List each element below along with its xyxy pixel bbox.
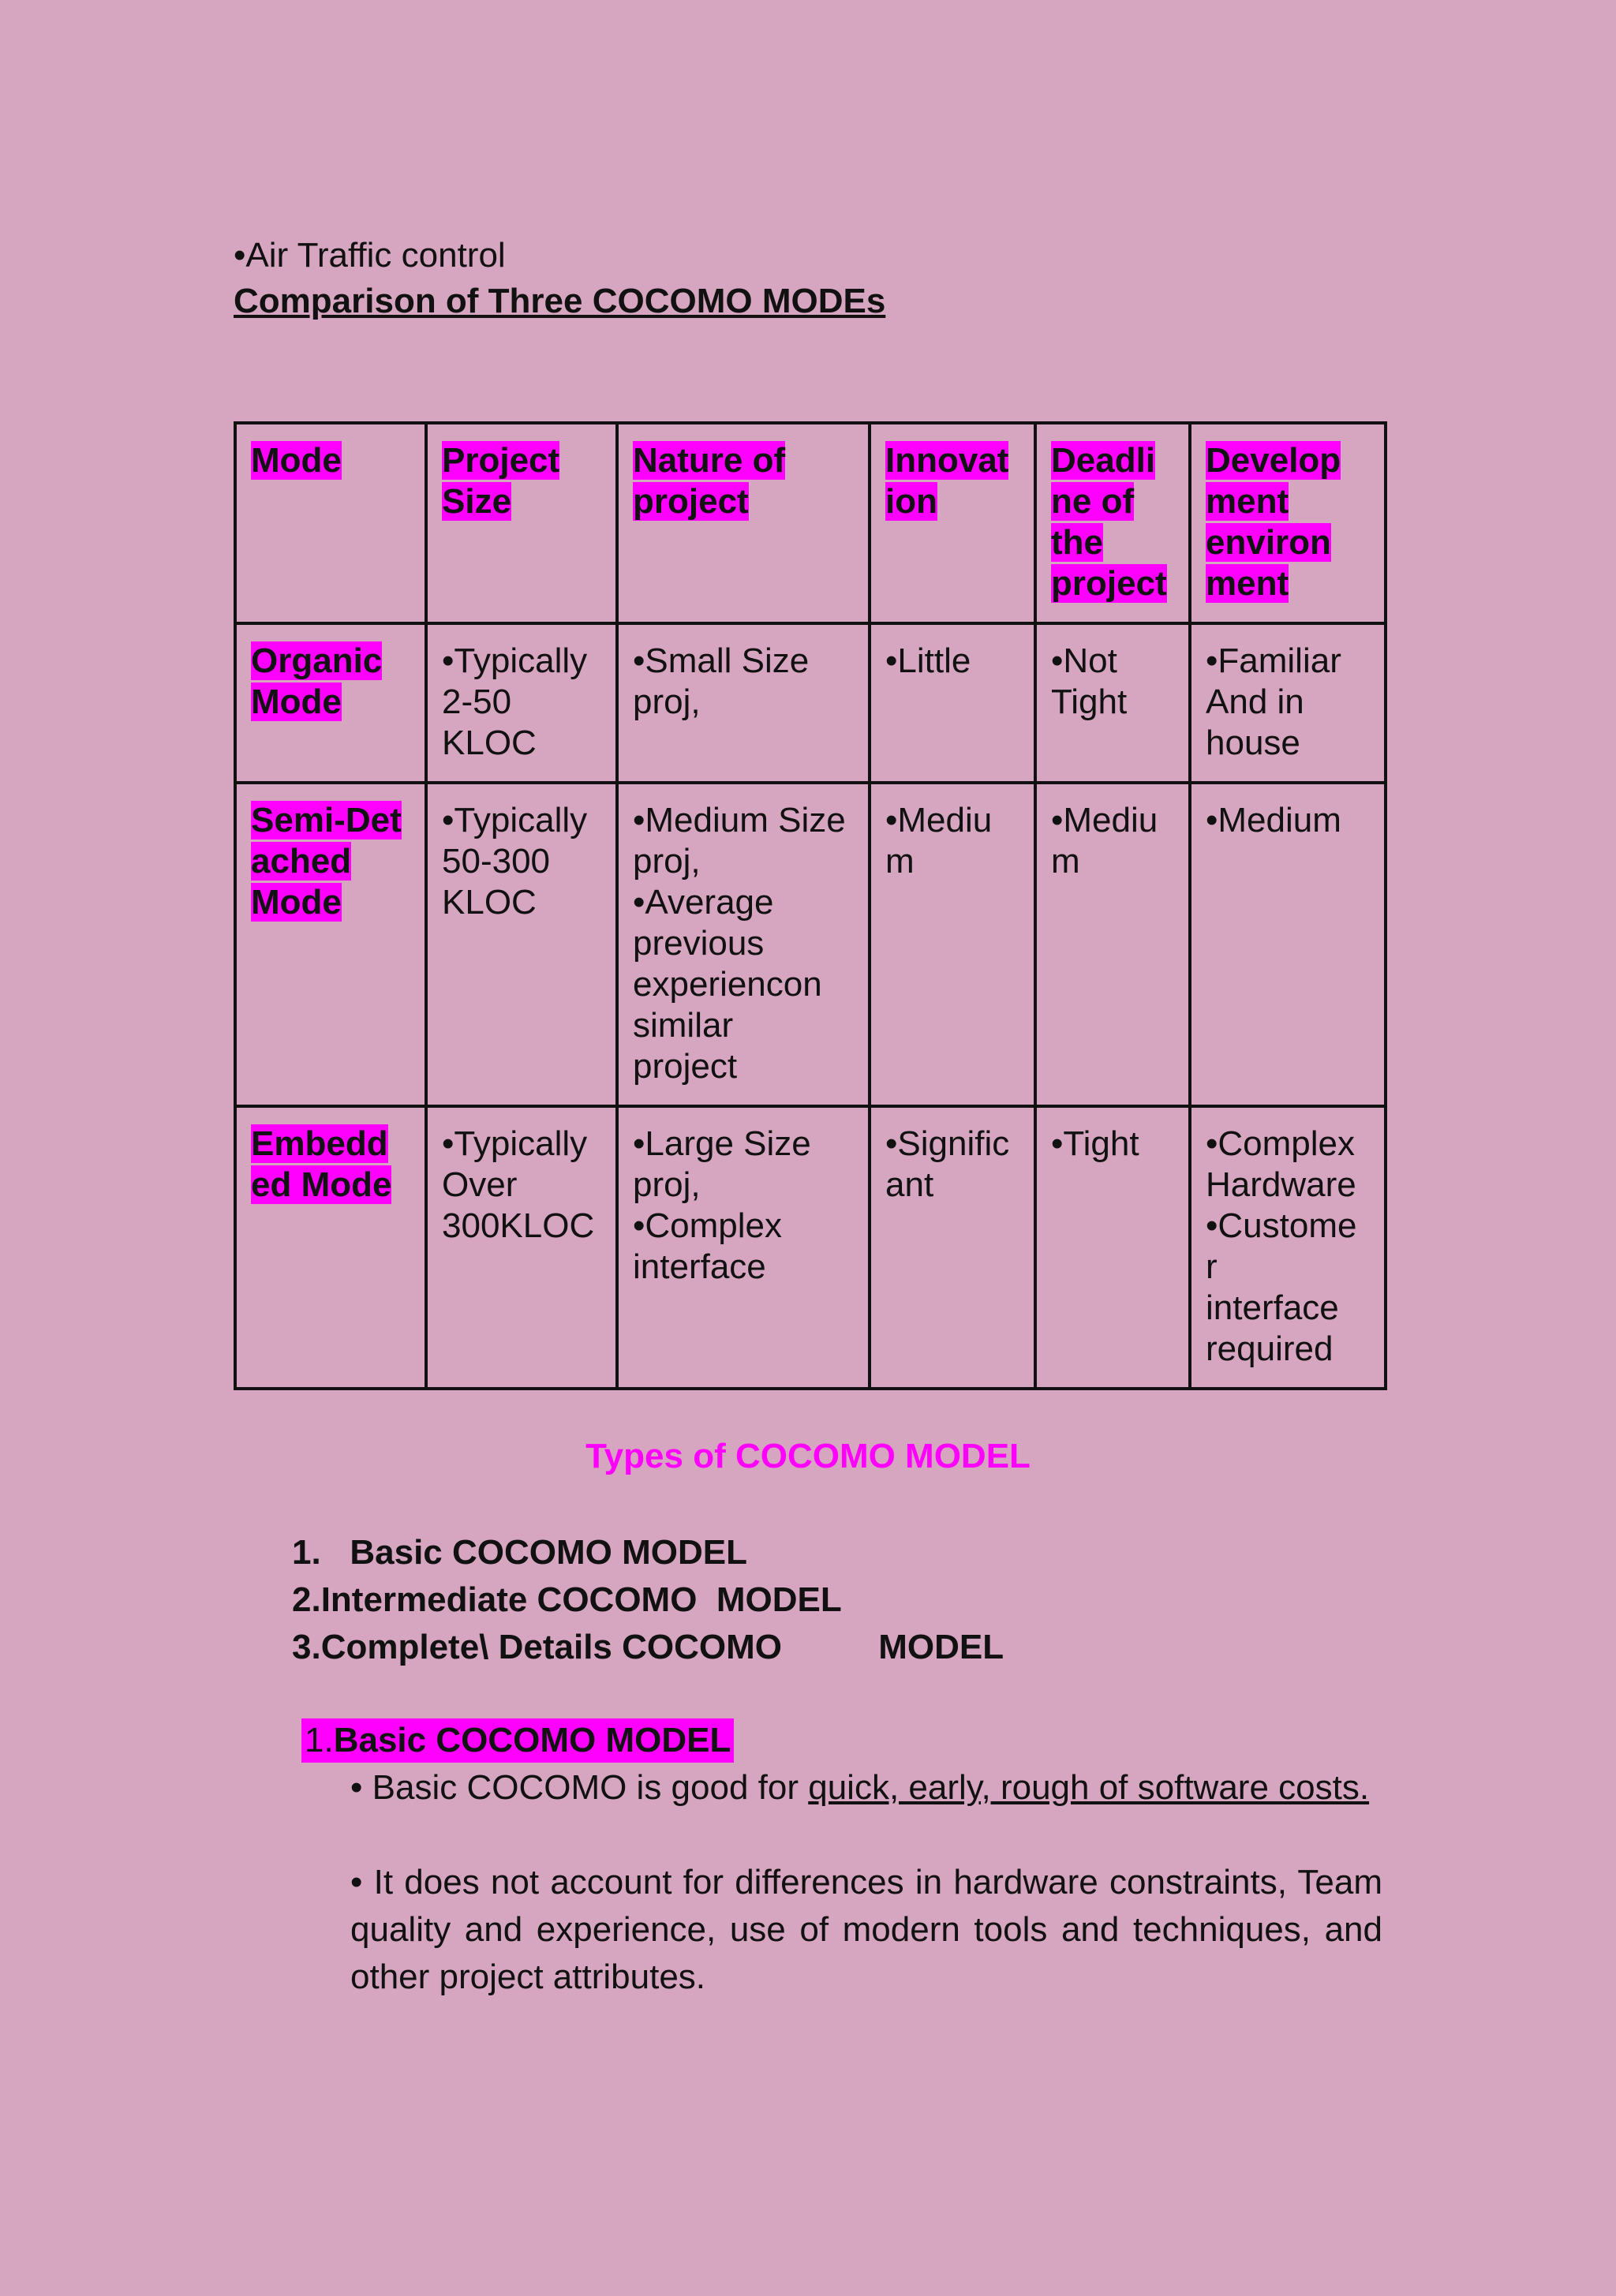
cell-line: m bbox=[885, 842, 915, 881]
row-label-embedded bbox=[235, 1106, 426, 1389]
header-nature-of-project bbox=[617, 423, 870, 623]
cell-line: •Signific bbox=[885, 1124, 1010, 1163]
paragraph-text: • Basic COCOMO is good for bbox=[350, 1768, 809, 1807]
header-project-size-line: Size bbox=[442, 482, 512, 521]
cell-line: proj, bbox=[633, 842, 701, 881]
cell-line: 300KLOC bbox=[442, 1206, 595, 1245]
row-label-line: Embedd bbox=[251, 1124, 388, 1163]
table-cell bbox=[426, 783, 617, 1106]
header-innovation-line: Innovat bbox=[885, 441, 1009, 480]
list-item: 2.Intermediate COCOMO MODEL bbox=[292, 1580, 842, 1619]
row-label-line: Organic bbox=[251, 641, 383, 680]
cell-line: •Large Size bbox=[633, 1124, 811, 1163]
list-item: 1. Basic COCOMO MODEL bbox=[292, 1533, 747, 1572]
cell-line: •Average bbox=[633, 883, 774, 922]
header-deadline-line: Deadli bbox=[1051, 441, 1156, 480]
header-nature-line: Nature of bbox=[633, 441, 786, 480]
header-project-size bbox=[426, 423, 617, 623]
table-cell bbox=[1190, 623, 1386, 783]
cell-line: 50-300 bbox=[442, 842, 551, 881]
types-of-cocomo-heading: Types of COCOMO MODEL bbox=[585, 1437, 1031, 1475]
table-row-organic bbox=[235, 623, 1386, 783]
table-cell bbox=[1190, 1106, 1386, 1389]
table-cell bbox=[870, 1106, 1035, 1389]
cell-line: •Not bbox=[1051, 641, 1117, 680]
cell-line: •Medium Size bbox=[633, 801, 846, 839]
basic-cocomo-title: Basic COCOMO MODEL bbox=[333, 1721, 731, 1759]
table-cell bbox=[617, 623, 870, 783]
header-dev-env-line: ment bbox=[1206, 482, 1289, 521]
header-dev-env-line: environ bbox=[1206, 523, 1331, 562]
cell-line: m bbox=[1051, 842, 1080, 881]
cell-line: •Complex bbox=[1206, 1124, 1356, 1163]
header-project-size-line: Project bbox=[442, 441, 560, 480]
table-cell bbox=[1035, 783, 1190, 1106]
cell-line: KLOC bbox=[442, 883, 537, 922]
table-cell bbox=[1035, 623, 1190, 783]
table-cell bbox=[617, 1106, 870, 1389]
cell-line: •Familiar bbox=[1206, 641, 1341, 680]
cell-line: Over bbox=[442, 1165, 518, 1204]
cell-line: project bbox=[633, 1047, 738, 1086]
cell-line: •Medium bbox=[1206, 801, 1341, 839]
cell-line: •Typically bbox=[442, 1124, 588, 1163]
cell-line: •Typically bbox=[442, 801, 588, 839]
table-cell bbox=[617, 783, 870, 1106]
table-cell bbox=[426, 1106, 617, 1389]
row-label-line: ached bbox=[251, 842, 352, 881]
comparison-heading: Comparison of Three COCOMO MODEs bbox=[234, 282, 886, 320]
cell-line: required bbox=[1206, 1329, 1334, 1368]
cell-line: KLOC bbox=[442, 724, 537, 762]
header-deadline-line: project bbox=[1051, 564, 1167, 603]
cell-line: •Typically bbox=[442, 641, 588, 680]
table-row-embedded bbox=[235, 1106, 1386, 1389]
cell-line: •Small Size bbox=[633, 641, 810, 680]
underlined-phrase: quick, early, rough of software costs. bbox=[808, 1768, 1370, 1807]
table-cell bbox=[1190, 783, 1386, 1106]
basic-cocomo-paragraph-1 bbox=[350, 1764, 1382, 1812]
header-mode-label: Mode bbox=[251, 441, 342, 480]
table-cell bbox=[1035, 1106, 1190, 1389]
table-cell bbox=[870, 783, 1035, 1106]
cell-line: proj, bbox=[633, 1165, 701, 1204]
header-nature-line: project bbox=[633, 482, 749, 521]
cell-line: Tight bbox=[1051, 682, 1128, 721]
header-innovation bbox=[870, 423, 1035, 623]
cell-line: •Mediu bbox=[1051, 801, 1158, 839]
row-label-organic bbox=[235, 623, 426, 783]
cocomo-comparison-table bbox=[234, 421, 1387, 1390]
header-innovation-line: ion bbox=[885, 482, 937, 521]
cell-line: experiencon bbox=[633, 965, 822, 1004]
cell-line: Hardware bbox=[1206, 1165, 1356, 1204]
table-row-semi-detached bbox=[235, 783, 1386, 1106]
header-deadline-line: the bbox=[1051, 523, 1103, 562]
cell-line: ant bbox=[885, 1165, 934, 1204]
list-item: 3.Complete\ Details COCOMO MODEL bbox=[292, 1628, 1004, 1666]
cell-line: •Custome bbox=[1206, 1206, 1357, 1245]
cell-line: proj, bbox=[633, 682, 701, 721]
cell-line: •Complex bbox=[633, 1206, 783, 1245]
table-header-row bbox=[235, 423, 1386, 623]
header-development-environment bbox=[1190, 423, 1386, 623]
row-label-semi-detached bbox=[235, 783, 426, 1106]
table-cell bbox=[870, 623, 1035, 783]
cell-line: •Mediu bbox=[885, 801, 993, 839]
cell-line: interface bbox=[633, 1247, 766, 1286]
air-traffic-control-bullet: •Air Traffic control bbox=[234, 236, 506, 275]
cell-line: r bbox=[1206, 1247, 1218, 1286]
cell-line: interface bbox=[1206, 1288, 1339, 1327]
row-label-line: Mode bbox=[251, 682, 342, 721]
cell-line: similar bbox=[633, 1006, 734, 1045]
header-dev-env-line: Develop bbox=[1206, 441, 1341, 480]
cell-line: house bbox=[1206, 724, 1300, 762]
basic-cocomo-paragraph-2: • It does not account for differences in hardware constraints, Team quality and experience, use of modern tools and techniques, and other project attributes. bbox=[350, 1863, 1382, 1996]
cell-line: And in bbox=[1206, 682, 1304, 721]
cell-line: •Little bbox=[885, 641, 971, 680]
row-label-line: Semi-Det bbox=[251, 801, 402, 839]
row-label-line: Mode bbox=[251, 883, 342, 922]
table-cell bbox=[426, 623, 617, 783]
cell-line: previous bbox=[633, 924, 765, 963]
header-mode bbox=[235, 423, 426, 623]
row-label-line: ed Mode bbox=[251, 1165, 392, 1204]
cell-line: •Tight bbox=[1051, 1124, 1139, 1163]
cell-line: 2-50 bbox=[442, 682, 512, 721]
basic-cocomo-number: 1. bbox=[305, 1721, 334, 1759]
header-deadline bbox=[1035, 423, 1190, 623]
header-dev-env-line: ment bbox=[1206, 564, 1289, 603]
basic-cocomo-heading bbox=[301, 1718, 734, 1763]
header-deadline-line: ne of bbox=[1051, 482, 1135, 521]
cocomo-model-list bbox=[292, 1529, 1004, 1671]
